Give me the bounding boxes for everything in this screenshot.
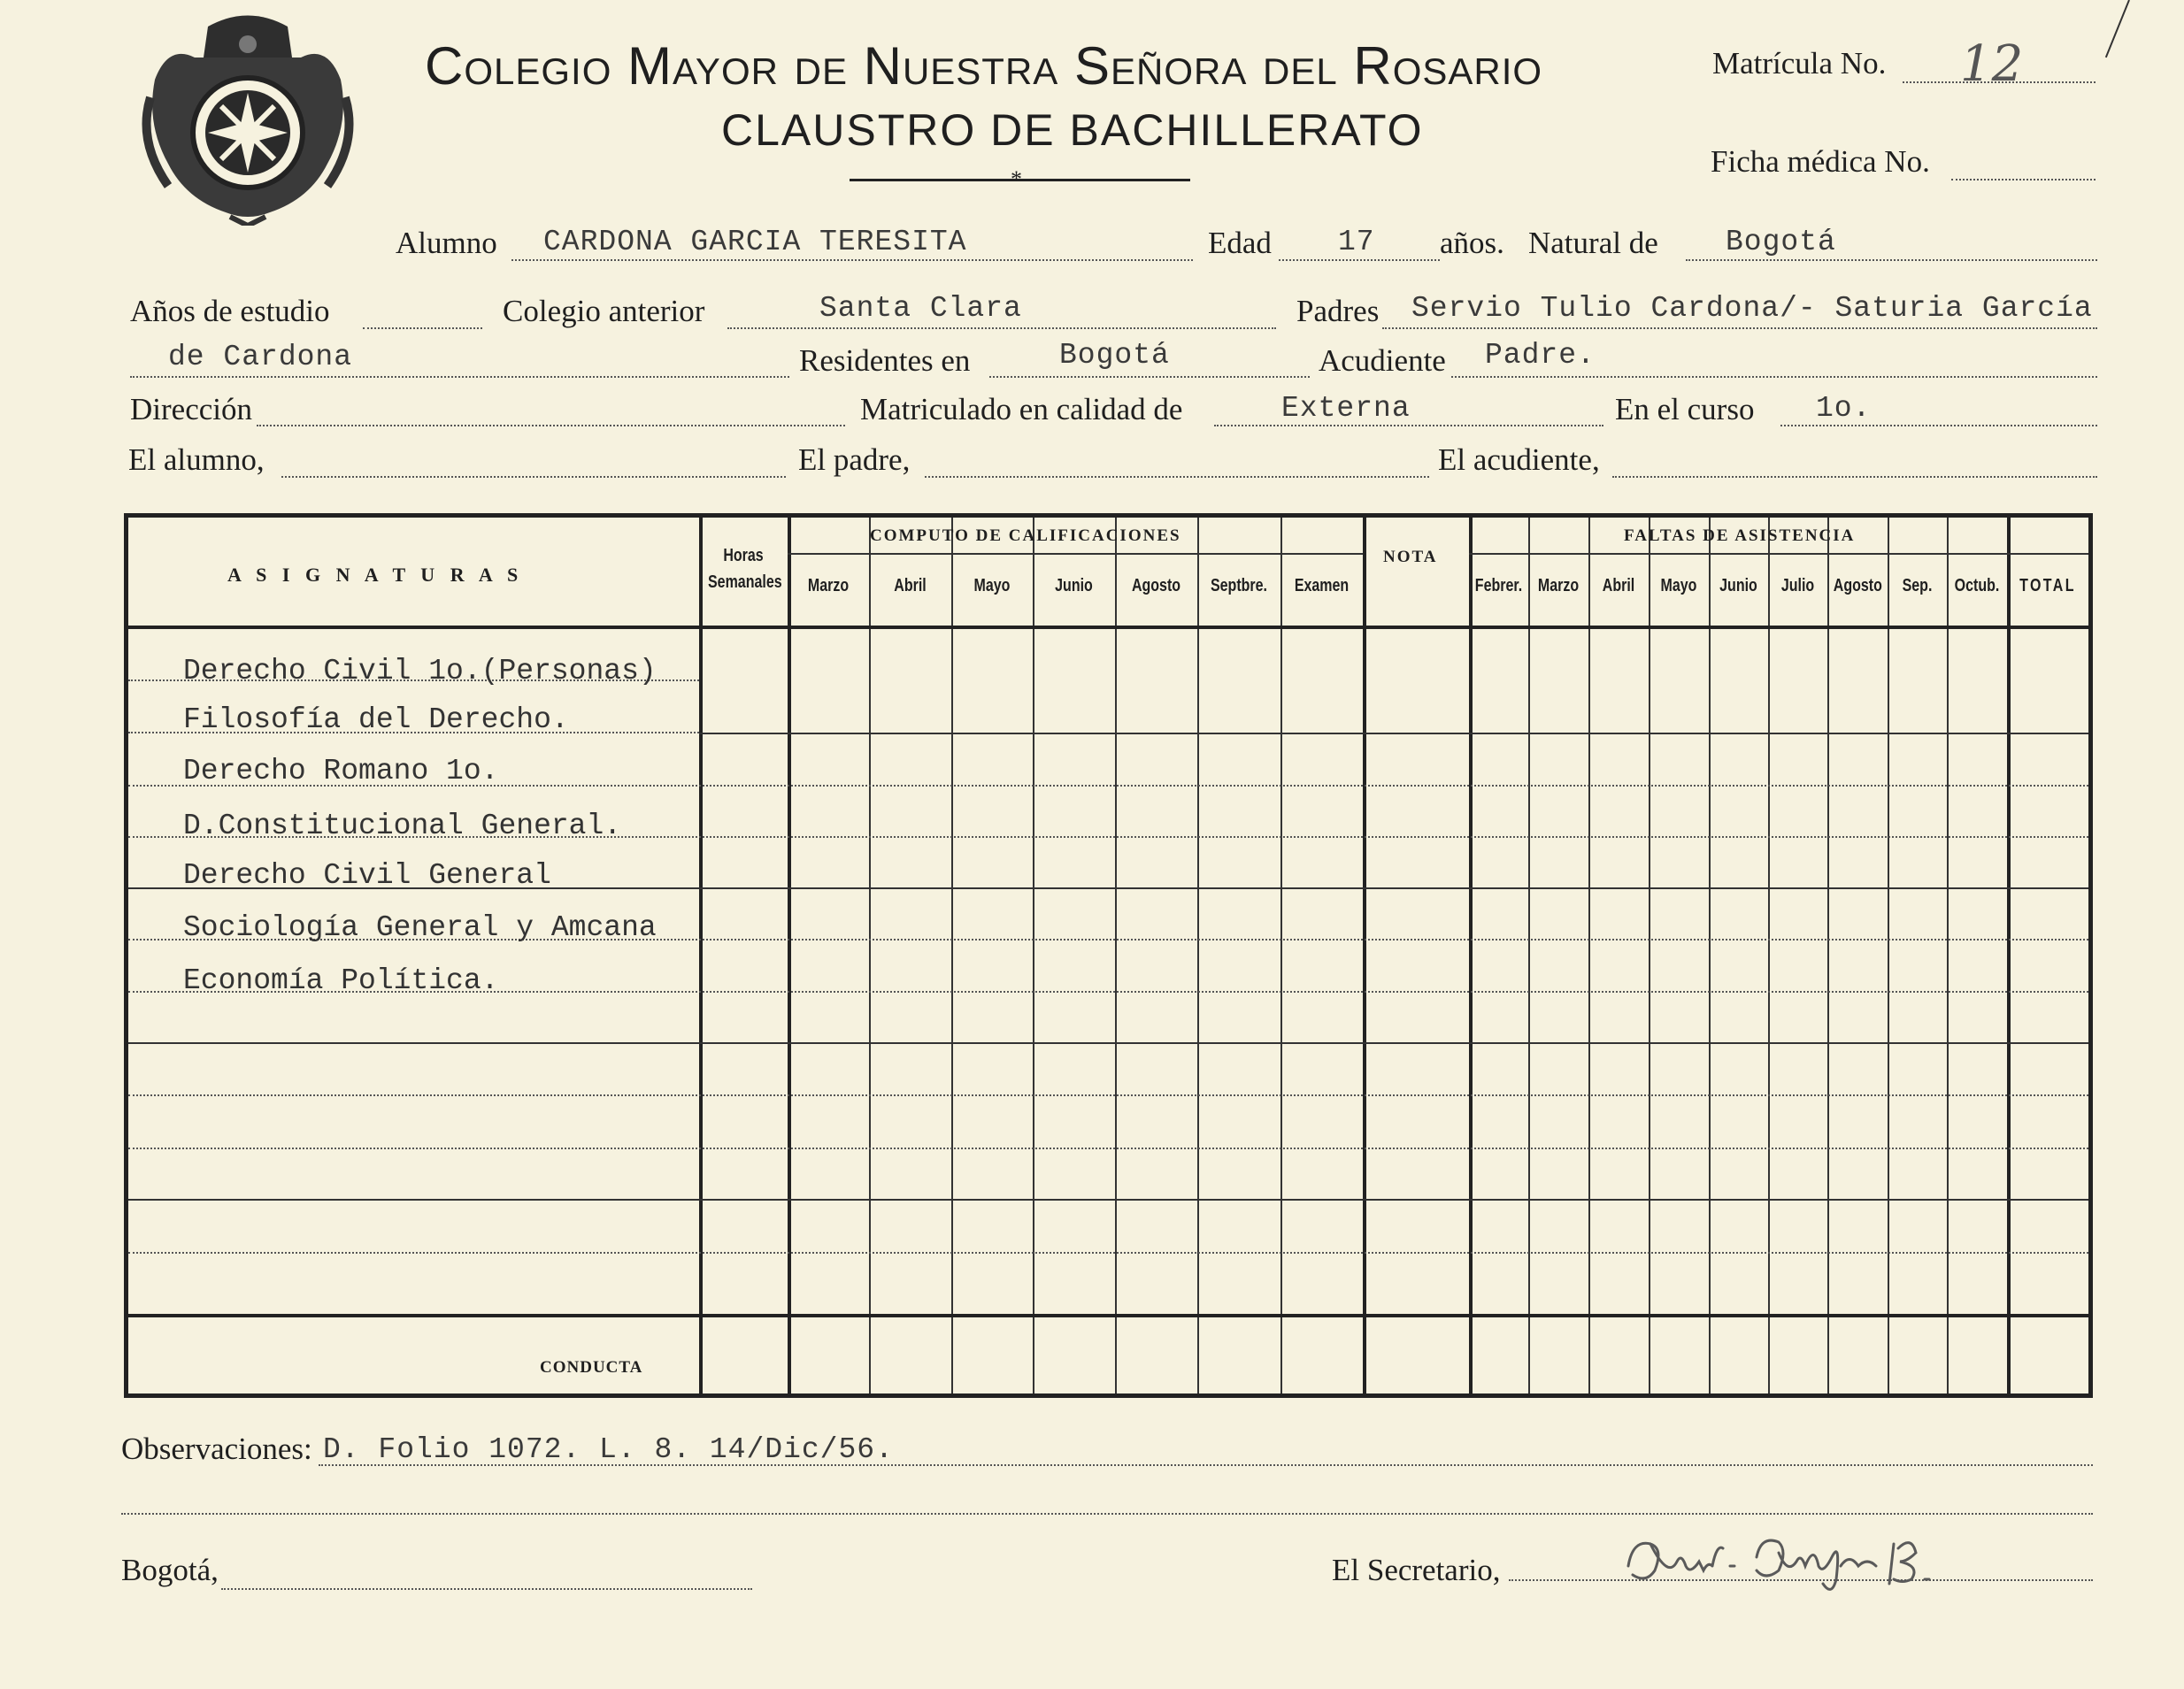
matriculado-label: Matriculado en calidad de bbox=[860, 392, 1183, 426]
col-divider bbox=[699, 518, 703, 1393]
anos-estudio-label: Años de estudio bbox=[130, 294, 330, 328]
observaciones-field-2[interactable] bbox=[121, 1513, 2093, 1515]
computo-month: Examen bbox=[1294, 576, 1350, 595]
acudiente-field[interactable] bbox=[1451, 376, 2097, 378]
secretary-signature bbox=[1624, 1526, 1978, 1597]
col-divider bbox=[1649, 518, 1650, 1393]
col-divider bbox=[951, 518, 953, 1393]
subject-row: Filosofía del Derecho. bbox=[183, 703, 569, 736]
col-divider bbox=[1280, 518, 1282, 1393]
faltas-total: TOTAL bbox=[2019, 576, 2076, 595]
residentes-label: Residentes en bbox=[799, 343, 971, 378]
edad-label: Edad bbox=[1208, 226, 1272, 260]
padres-field[interactable] bbox=[1382, 327, 2097, 329]
col-divider bbox=[1115, 518, 1117, 1393]
acudiente-value: Padre. bbox=[1485, 339, 1596, 372]
edad-value: 17 bbox=[1338, 226, 1375, 258]
padres-value-2: de Cardona bbox=[168, 341, 353, 373]
computo-month: Septbre. bbox=[1210, 576, 1268, 595]
subject-row: Sociología General y Amcana bbox=[183, 911, 657, 944]
residentes-value: Bogotá bbox=[1059, 339, 1170, 372]
col-divider bbox=[1469, 518, 1473, 1393]
computo-month: Agosto bbox=[1131, 576, 1181, 595]
col-divider bbox=[1033, 518, 1034, 1393]
subject-row: D.Constitucional General. bbox=[183, 810, 622, 842]
row-rule bbox=[128, 1094, 2088, 1096]
row-rule bbox=[128, 1199, 2088, 1201]
college-subtitle: CLAUSTRO DE BACHILLERATO bbox=[721, 105, 1424, 155]
faltas-month: Abril bbox=[1602, 576, 1635, 595]
direccion-field[interactable] bbox=[257, 425, 845, 426]
faltas-month: Marzo bbox=[1537, 576, 1580, 595]
el-padre-label: El padre, bbox=[798, 442, 911, 477]
college-title: Colegio Mayor de Nuestra Señora del Rosario bbox=[425, 36, 1543, 96]
padres-continuation-field[interactable] bbox=[130, 376, 789, 378]
col-divider bbox=[869, 518, 871, 1393]
faltas-month: Junio bbox=[1719, 576, 1757, 595]
matricula-label: Matrícula No. bbox=[1712, 46, 1887, 81]
el-padre-field[interactable] bbox=[925, 476, 1429, 478]
col-divider bbox=[1768, 518, 1770, 1393]
acudiente-label: Acudiente bbox=[1319, 343, 1446, 378]
faltas-month: Julio bbox=[1780, 576, 1815, 595]
el-alumno-field[interactable] bbox=[281, 476, 786, 478]
padres-value-1: Servio Tulio Cardona/- Saturia García bbox=[1411, 292, 2093, 325]
computo-month: Mayo bbox=[973, 576, 1011, 595]
observaciones-label: Observaciones: bbox=[121, 1432, 312, 1466]
computo-header: COMPUTO DE CALIFICACIONES bbox=[870, 526, 1181, 545]
conducta-rule bbox=[128, 1314, 2088, 1317]
matriculado-field[interactable] bbox=[1214, 425, 1603, 426]
padres-label: Padres bbox=[1296, 294, 1380, 328]
curso-field[interactable] bbox=[1780, 425, 2097, 426]
col-divider bbox=[1709, 518, 1711, 1393]
asignaturas-header: A S I G N A T U R A S bbox=[227, 564, 524, 586]
row-rule bbox=[128, 1148, 2088, 1149]
bogota-field[interactable] bbox=[221, 1588, 752, 1590]
computo-month: Junio bbox=[1055, 576, 1093, 595]
nota-header: NOTA bbox=[1383, 548, 1438, 566]
grades-table bbox=[124, 513, 2093, 1398]
faltas-header-rule bbox=[1469, 553, 2088, 555]
observaciones-value: D. Folio 1072. L. 8. 14/Dic/56. bbox=[323, 1433, 894, 1466]
corner-mark bbox=[2105, 0, 2130, 58]
anos-estudio-field[interactable] bbox=[363, 327, 482, 329]
conducta-label: CONDUCTA bbox=[540, 1358, 643, 1377]
col-divider bbox=[1363, 518, 1366, 1393]
el-acudiente-field[interactable] bbox=[1612, 476, 2097, 478]
natural-label: Natural de bbox=[1528, 226, 1658, 260]
row-rule bbox=[128, 1042, 2088, 1044]
col-divider bbox=[1588, 518, 1590, 1393]
subject-row: Derecho Civil General bbox=[183, 859, 551, 892]
colegio-anterior-value: Santa Clara bbox=[819, 292, 1022, 325]
col-divider bbox=[1827, 518, 1829, 1393]
computo-month: Abril bbox=[894, 576, 927, 595]
matriculado-value: Externa bbox=[1281, 392, 1411, 425]
matricula-value: 12 bbox=[1960, 35, 2024, 93]
residentes-field[interactable] bbox=[989, 376, 1310, 378]
computo-header-rule bbox=[788, 553, 1363, 555]
natural-value: Bogotá bbox=[1726, 226, 1836, 258]
secretario-label: El Secretario, bbox=[1332, 1553, 1501, 1587]
col-divider bbox=[1197, 518, 1199, 1393]
faltas-month: Febrer. bbox=[1474, 576, 1523, 595]
subject-row: Derecho Civil 1o.(Personas) bbox=[183, 655, 657, 687]
faltas-header: FALTAS DE ASISTENCIA bbox=[1624, 526, 1856, 545]
col-divider bbox=[788, 518, 791, 1393]
natural-field[interactable] bbox=[1686, 259, 2097, 261]
el-alumno-label: El alumno, bbox=[128, 442, 265, 477]
col-divider bbox=[1528, 518, 1530, 1393]
header-bottom-rule bbox=[128, 626, 2088, 629]
faltas-month: Agosto bbox=[1833, 576, 1882, 595]
ficha-medica-field[interactable] bbox=[1951, 179, 2096, 180]
subject-row: Derecho Romano 1o. bbox=[183, 755, 499, 787]
colegio-anterior-field[interactable] bbox=[727, 327, 1276, 329]
direccion-label: Dirección bbox=[130, 392, 252, 426]
alumno-value: CARDONA GARCIA TERESITA bbox=[543, 226, 967, 258]
ornament-star-icon: * bbox=[1011, 166, 1022, 192]
bogota-label: Bogotá, bbox=[121, 1553, 219, 1587]
faltas-month: Mayo bbox=[1660, 576, 1697, 595]
ficha-medica-label: Ficha médica No. bbox=[1711, 144, 1930, 179]
row-rule bbox=[699, 733, 2088, 734]
col-divider bbox=[1888, 518, 1889, 1393]
subject-row: Economía Política. bbox=[183, 964, 499, 997]
edad-field[interactable] bbox=[1279, 259, 1440, 261]
col-divider bbox=[1947, 518, 1949, 1393]
computo-month: Marzo bbox=[807, 576, 850, 595]
alumno-field[interactable] bbox=[511, 259, 1193, 261]
alumno-label: Alumno bbox=[396, 226, 497, 260]
horas-header-1: Horas bbox=[723, 546, 764, 565]
colegio-anterior-label: Colegio anterior bbox=[503, 294, 705, 328]
el-acudiente-label: El acudiente, bbox=[1438, 442, 1600, 477]
col-divider bbox=[2007, 518, 2011, 1393]
faltas-month: Octub. bbox=[1954, 576, 2000, 595]
horas-header-2: Semanales bbox=[708, 572, 782, 592]
curso-label: En el curso bbox=[1615, 392, 1755, 426]
college-crest-logo bbox=[142, 9, 354, 226]
row-rule bbox=[128, 1252, 2088, 1254]
curso-value: 1o. bbox=[1816, 392, 1872, 425]
faltas-month: Sep. bbox=[1902, 576, 1933, 595]
anos-label: años. bbox=[1440, 226, 1504, 260]
